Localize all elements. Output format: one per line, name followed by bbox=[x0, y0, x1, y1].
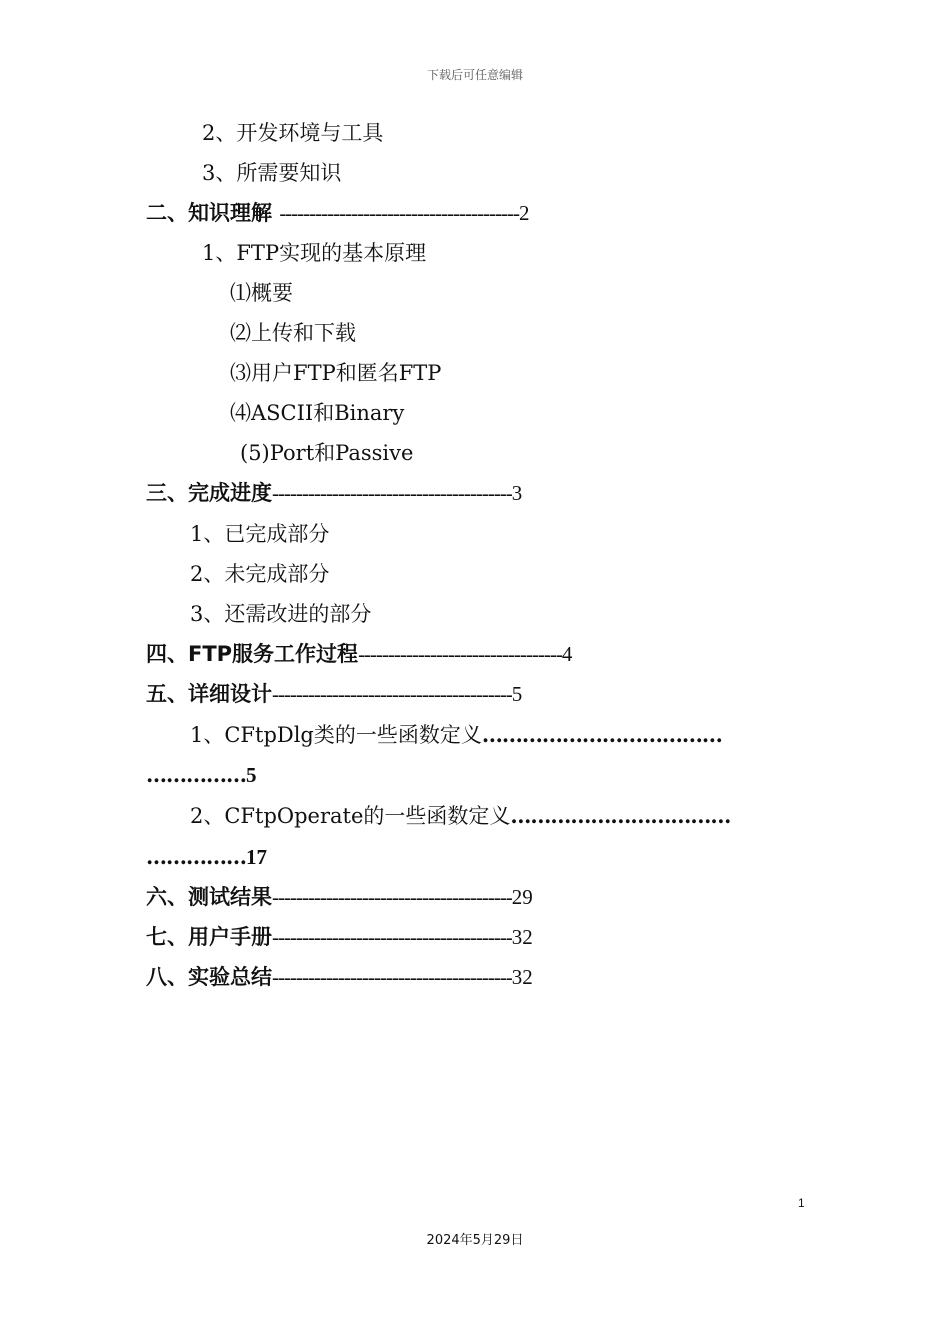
toc-item[interactable] bbox=[230, 320, 356, 346]
toc-heading[interactable] bbox=[146, 924, 533, 950]
toc-dots: ……………………………… bbox=[481, 722, 722, 747]
toc-item-continuation[interactable] bbox=[146, 762, 257, 788]
toc-item[interactable] bbox=[230, 400, 404, 426]
toc-item-text: 1、已完成部分 bbox=[190, 522, 330, 546]
toc-heading-title: 六、测试结果 bbox=[146, 885, 272, 909]
toc-page: 32 bbox=[511, 925, 533, 949]
toc-page: 32 bbox=[511, 965, 533, 989]
toc-item[interactable] bbox=[190, 722, 722, 748]
toc-item[interactable] bbox=[190, 601, 371, 627]
toc-item[interactable] bbox=[230, 280, 293, 306]
toc-item-text: 2、开发环境与工具 bbox=[202, 121, 384, 145]
toc-item-text: ⑶用户FTP和匿名FTP bbox=[230, 361, 442, 385]
toc-item[interactable] bbox=[190, 521, 329, 547]
toc-item-text: ⑷ASCII和Binary bbox=[230, 401, 405, 425]
toc-page: 5 bbox=[246, 763, 257, 787]
toc-page: 2 bbox=[519, 201, 530, 225]
toc-leader: ---------------------------------------- bbox=[272, 885, 512, 909]
toc-page: 5 bbox=[511, 682, 523, 706]
toc-page: 3 bbox=[511, 481, 523, 505]
toc-item-text: 1、FTP实现的基本原理 bbox=[202, 241, 427, 265]
toc-heading-title: 四、FTP服务工作过程 bbox=[146, 642, 359, 666]
toc-leader: ---------------------------------------- bbox=[272, 481, 512, 505]
toc-page: 29 bbox=[511, 885, 533, 909]
toc-leader: ---------------------------------- bbox=[358, 642, 562, 666]
toc-item-text: 2、CFtpOperate的一些函数定义 bbox=[190, 804, 511, 828]
page-footer-date: 2024年5月29日 bbox=[426, 1233, 524, 1248]
page-header: 下载后可任意编辑 bbox=[426, 68, 523, 82]
toc-item-text: 3、还需改进的部分 bbox=[190, 602, 372, 626]
toc-item[interactable] bbox=[202, 160, 341, 186]
toc-heading-title: 五、详细设计 bbox=[146, 682, 272, 706]
page-number: 1 bbox=[798, 1196, 805, 1210]
toc-item-text: 3、所需要知识 bbox=[202, 161, 342, 185]
toc-heading[interactable] bbox=[146, 200, 530, 226]
toc-item-text: (5)Port和Passive bbox=[240, 441, 414, 465]
toc-heading[interactable] bbox=[146, 641, 572, 667]
toc-item[interactable] bbox=[240, 440, 413, 466]
toc-heading-title: 二、知识理解 bbox=[146, 201, 280, 225]
toc-heading-title: 八、实验总结 bbox=[146, 965, 272, 989]
toc-leader: ---------------------------------------- bbox=[279, 201, 520, 225]
toc-heading[interactable] bbox=[146, 480, 522, 506]
toc-leader: ---------------------------------------- bbox=[272, 925, 512, 949]
toc-dots: …………………………… bbox=[510, 803, 731, 828]
toc-item-text: 2、未完成部分 bbox=[190, 562, 330, 586]
toc-leader: ---------------------------------------- bbox=[272, 965, 512, 989]
toc-page: 17 bbox=[246, 845, 267, 869]
toc-heading[interactable] bbox=[146, 681, 522, 707]
toc-heading[interactable] bbox=[146, 964, 533, 990]
toc-item-continuation[interactable] bbox=[146, 844, 267, 870]
toc-page: 4 bbox=[561, 642, 573, 666]
toc-heading-title: 七、用户手册 bbox=[146, 925, 272, 949]
toc-heading[interactable] bbox=[146, 884, 533, 910]
toc-heading-title: 三、完成进度 bbox=[146, 481, 272, 505]
toc-leader: ---------------------------------------- bbox=[272, 682, 512, 706]
toc-item[interactable] bbox=[190, 561, 329, 587]
toc-item-text: 1、CFtpDlg类的一些函数定义 bbox=[190, 723, 482, 747]
toc-dots: …………… bbox=[146, 844, 246, 869]
toc-item[interactable] bbox=[202, 240, 426, 266]
toc-item[interactable] bbox=[230, 360, 441, 386]
toc-item[interactable] bbox=[190, 803, 730, 829]
toc-item-text: ⑴概要 bbox=[230, 281, 293, 305]
toc-item-text: ⑵上传和下载 bbox=[230, 321, 356, 345]
toc-dots: …………… bbox=[146, 762, 246, 787]
toc-item[interactable] bbox=[202, 120, 383, 146]
